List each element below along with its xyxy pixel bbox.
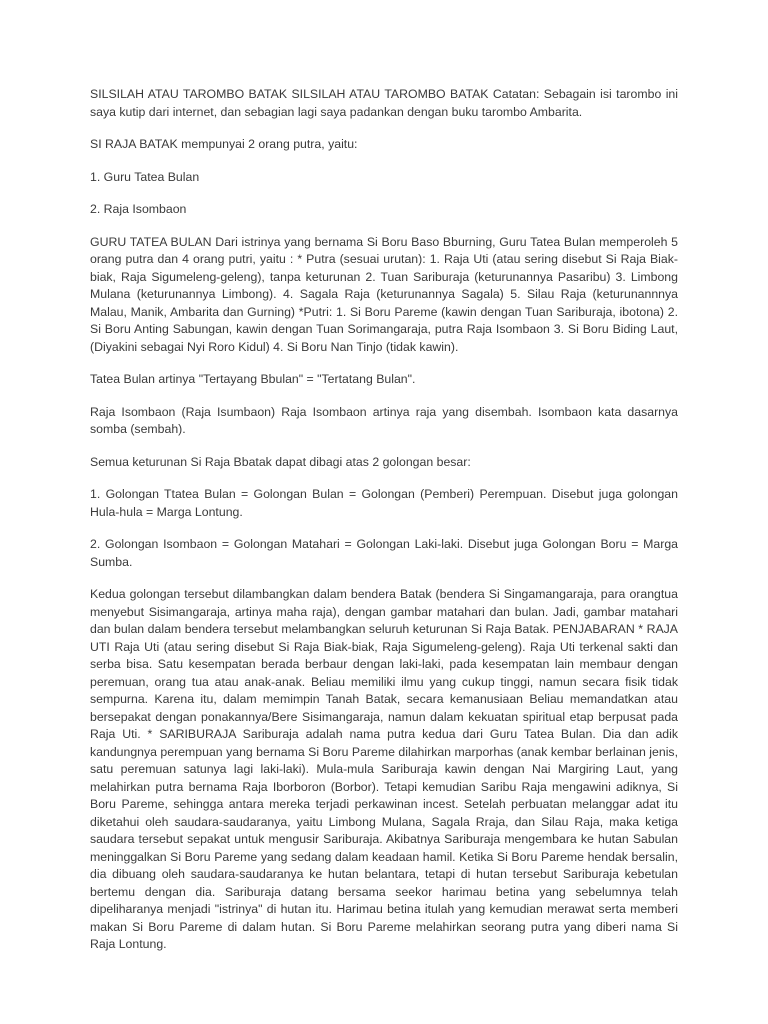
list-item-guru-tatea-bulan: 1. Guru Tatea Bulan [90,169,200,184]
document-page [90,86,678,954]
intro-paragraph: SILSILAH ATAU TAROMBO BATAK SILSILAH ATAU TAROMBO BATAK Catatan: Sebagain isi tarombo ini saya kutip dari internet, dan sebagian lagi saya padankan dengan buku tarombo Ambarita. [90,87,678,119]
two-groups-heading: Semua keturunan Si Raja Bbatak dapat dibagi atas 2 golongan besar: [90,454,471,469]
group-isombaon-paragraph: 2. Golongan Isombaon = Golongan Matahari = Golongan Laki-laki. Disebut juga Golongan Boru = Marga Sumba. [90,537,678,569]
elaboration-paragraph: Kedua golongan tersebut dilambangkan dalam bendera Batak (bendera Si Singamangaraja, para orangtua menyebut Sisimangaraja, artinya maha raja), dengan gambar matahari dan bulan. Jadi, gambar matahari dan bulan dalam bendera tersebut melambangkan seluruh keturunan Si Raja Batak. PENJABARAN * RAJA UTI Raja Uti (atau sering disebut Si Raja Biak-biak, Raja Sigumeleng-geleng). Raja Uti terkenal sakti dan serba bisa. Satu kesempatan berada berbaur dengan laki-laki, pada kesempatan lain membaur dengan peremuan, orang tua atau anak-anak. Beliau memiliki ilmu yang cukup tinggi, namun secara fisik tidak sempurna. Karena itu, dalam memimpin Tanah Batak, secara kemanusiaan Beliau memandatkan atau bersepakat dengan ponakannya/Bere Sisimangaraja, namun dalam kekuatan spiritual etap berpusat pada Raja Uti. * SARIBURAJA Sariburaja adalah nama putra kedua dari Guru Tatea Bulan. Dia dan adik kandungnya perempuan yang bernama Si Boru Pareme dilahirkan marporhas (anak kembar berlainan jenis, satu peremuan satunya lagi laki-laki). Mula-mula Sariburaja kawin dengan Nai Margiring Laut, yang melahirkan putra bernama Raja Iborboron (Borbor). Tetapi kemudian Saribu Raja mengawini adiknya, Si Boru Pareme, sehingga antara mereka terjadi perkawinan incest. Setelah perbuatan melanggar adat itu diketahui oleh saudara-saudaranya, yaitu Limbong Mulana, Sagala Rraja, dan Silau Raja, maka ketiga saudara tersebut sepakat untuk mengusir Sariburaja. Akibatnya Sariburaja mengembara ke hutan Sabulan meninggalkan Si Boru Pareme yang sedang dalam keadaan hamil. Ketika Si Boru Pareme hendak bersalin, dia dibuang oleh saudara-saudaranya ke hutan belantara, tetapi di hutan tersebut Sariburaja kebetulan bertemu dengan dia. Sariburaja datang bersama seekor harimau betina yang sebelumnya telah dipeliharanya menjadi "istrinya" di hutan itu. Harimau betina itulah yang kemudian merawat serta memberi makan Si Boru Pareme di dalam hutan. Si Boru Pareme melahirkan seorang putra yang diberi nama Si Raja Lontung. [90,587,678,951]
list-item-raja-isombaon: 2. Raja Isombaon [90,202,187,216]
tatea-bulan-meaning-paragraph: Tatea Bulan artinya "Tertayang Bbulan" = "Tertatang Bulan". [90,372,416,386]
raja-isombaon-paragraph: Raja Isombaon (Raja Isumbaon) Raja Isombaon artinya raja yang disembah. Isombaon kata dasarnya somba (sembah). [90,404,678,436]
group-bulan-paragraph: 1. Golongan Ttatea Bulan = Golongan Bulan = Golongan (Pemberi) Perempuan. Disebut juga golongan Hula-hula = Marga Lontung. [90,487,678,519]
guru-tatea-bulan-paragraph: GURU TATEA BULAN Dari istrinya yang bernama Si Boru Baso Bburning, Guru Tatea Bulan memperoleh 5 orang putra dan 4 orang putri, yaitu : * Putra (sesuai urutan): 1. Raja Uti (atau sering disebut Si Raja Biak-biak, Raja Sigumeleng-geleng), tanpa keturunan 2. Tuan Sariburaja (keturunannya Pasaribu) 3. Limbong Mulana (keturunannya Limbong). 4. Sagala Raja (keturunannya Sagala) 5. Silau Raja (keturunannnya Malau, Manik, Ambarita dan Gurning) *Putri: 1. Si Boru Pareme (kawin dengan Tuan Sariburaja, ibotona) 2. Si Boru Anting Sabungan, kawin dengan Tuan Sorimangaraja, putra Raja Isombaon 3. Si Boru Biding Laut, (Diyakini sebagai Nyi Roro Kidul) 4. Si Boru Nan Tinjo (tidak kawin). [90,234,678,354]
raja-batak-sons-heading: SI RAJA BATAK mempunyai 2 orang putra, yaitu: [90,137,358,151]
